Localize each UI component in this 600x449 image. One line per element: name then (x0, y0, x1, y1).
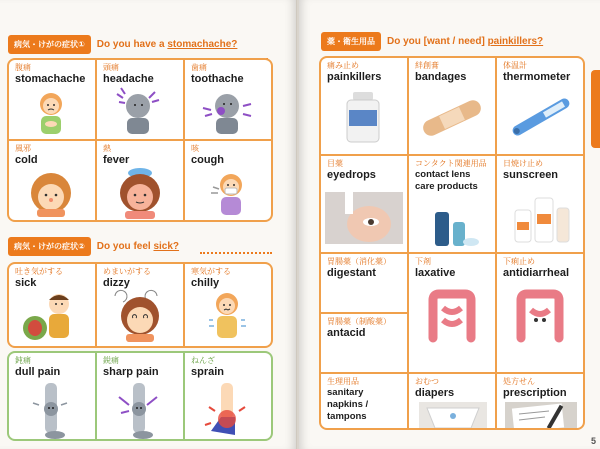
jp-label: ねんざ (191, 356, 215, 365)
section-question: Do you feel sick? (96, 240, 180, 252)
section-question: Do you [want / need] painkillers? (387, 35, 544, 47)
leg-sharp-pain-icon (117, 383, 161, 439)
bandage-icon (417, 98, 487, 138)
en-label: cold (15, 154, 38, 166)
right-page (299, 0, 600, 449)
man-headache-icon (111, 86, 165, 136)
section-header-symptoms-2 (8, 236, 179, 256)
man-toothache-icon (199, 86, 255, 136)
symptom-card (185, 353, 271, 439)
symptom-card (9, 353, 95, 439)
girl-dizzy-icon (111, 288, 169, 344)
jp-label: おむつ (415, 377, 439, 386)
en-label: sanitary napkins / tampons (327, 387, 369, 422)
jp-label: 胃腸薬（制酸薬） (327, 317, 391, 326)
jp-label: 痛み止め (327, 61, 359, 70)
medicine-card (497, 58, 583, 154)
symptom-card (97, 264, 183, 346)
en-label: painkillers (327, 71, 382, 83)
en-label: antidiarrheal (503, 267, 570, 279)
jp-label: 歯痛 (191, 63, 207, 72)
en-label: sharp pain (103, 366, 159, 378)
symptom-card (9, 141, 95, 220)
medicine-card (321, 254, 407, 312)
man-sick-icon (19, 290, 83, 344)
medicine-card (409, 254, 495, 372)
en-label: prescription (503, 387, 567, 399)
jp-label: 風邪 (15, 144, 31, 153)
en-label: dizzy (103, 277, 130, 289)
symptom-card (97, 141, 183, 220)
jp-label: 下痢止め (503, 257, 535, 266)
woman-cough-icon (207, 171, 249, 217)
chapter-tab (591, 70, 600, 148)
section-header-medicine (321, 31, 543, 51)
pill-bottle-icon (343, 92, 383, 144)
ankle-sprain-icon (201, 383, 253, 439)
en-label: sunscreen (503, 169, 559, 181)
jp-label: コンタクト関連用品 (415, 159, 487, 168)
sunscreen-bottles-icon (509, 194, 573, 244)
medicine-card (409, 374, 495, 430)
jp-label: 日焼け止め (503, 159, 543, 168)
jp-label: 体温計 (503, 61, 527, 70)
en-label: antacid (327, 327, 366, 339)
section-question: Do you have a stomachache? (96, 38, 238, 50)
section-tag: 薬・衛生用品 (321, 32, 381, 51)
jp-label: 頭痛 (103, 63, 119, 72)
en-label: thermometer (503, 71, 571, 83)
woman-chilly-icon (207, 290, 249, 342)
en-label: fever (103, 154, 130, 166)
leg-dull-pain-icon (29, 383, 73, 439)
dotted-divider (200, 252, 272, 254)
pain-grid (7, 351, 273, 441)
intestine-antidiarrheal-icon (511, 288, 569, 346)
symptoms-grid-2 (7, 262, 273, 348)
thermometer-icon (505, 94, 577, 140)
medicine-card (497, 254, 583, 372)
jp-label: 咳 (191, 144, 199, 153)
en-label: toothache (191, 73, 244, 85)
en-label: digestant (327, 267, 376, 279)
girl-cold-icon (23, 171, 79, 217)
en-label: laxative (415, 267, 456, 279)
medicine-card (321, 314, 407, 372)
symptom-card (9, 60, 95, 139)
en-label: diapers (415, 387, 455, 399)
jp-label: 処方せん (503, 377, 535, 386)
jp-label: めまいがする (103, 267, 151, 276)
diaper-photo-icon (419, 402, 487, 430)
jp-label: 胃腸薬（消化薬） (327, 257, 391, 266)
jp-label: 寒気がする (191, 267, 231, 276)
medicine-card (409, 58, 495, 154)
contact-lens-bottles-icon (421, 208, 485, 248)
woman-stomachache-icon (31, 88, 71, 136)
girl-fever-icon (111, 165, 169, 219)
en-label: stomachache (15, 73, 86, 85)
en-label: eyedrops (327, 169, 376, 181)
medicine-card (321, 58, 407, 154)
jp-label: 鋭痛 (103, 356, 119, 365)
page-number: 5 (590, 436, 596, 446)
jp-label: 生理用品 (327, 377, 359, 386)
jp-label: 鈍痛 (15, 356, 31, 365)
jp-label: 絆創膏 (415, 61, 439, 70)
section-tag: 病気・けがの症状② (8, 237, 91, 256)
eyedrops-photo-icon (325, 192, 403, 244)
jp-label: 吐き気がする (15, 267, 63, 276)
en-label: bandages (415, 71, 467, 83)
section-tag: 病気・けがの症状① (8, 35, 91, 54)
medicine-grid (319, 56, 585, 430)
en-label: contact lens care products (415, 169, 478, 192)
medicine-card (409, 156, 495, 252)
medicine-card (321, 374, 407, 430)
symptom-card (185, 264, 271, 346)
symptom-card (185, 60, 271, 139)
jp-label: 目薬 (327, 159, 343, 168)
symptom-card (97, 353, 183, 439)
intestine-laxative-icon (423, 288, 481, 346)
section-header-symptoms-1 (8, 34, 237, 54)
jp-label: 熱 (103, 144, 111, 153)
medicine-card (497, 374, 583, 430)
en-label: sick (15, 277, 37, 289)
en-label: cough (191, 154, 224, 166)
en-label: chilly (191, 277, 220, 289)
en-label: sprain (191, 366, 225, 378)
symptom-card (97, 60, 183, 139)
symptom-card (185, 141, 271, 220)
symptom-card (9, 264, 95, 346)
jp-label: 下剤 (415, 257, 431, 266)
medicine-card (321, 156, 407, 252)
left-page (0, 0, 297, 449)
medicine-card (497, 156, 583, 252)
symptoms-grid-1 (7, 58, 273, 222)
en-label: headache (103, 73, 154, 85)
en-label: dull pain (15, 366, 61, 378)
jp-label: 腹痛 (15, 63, 31, 72)
prescription-photo-icon (505, 402, 577, 430)
